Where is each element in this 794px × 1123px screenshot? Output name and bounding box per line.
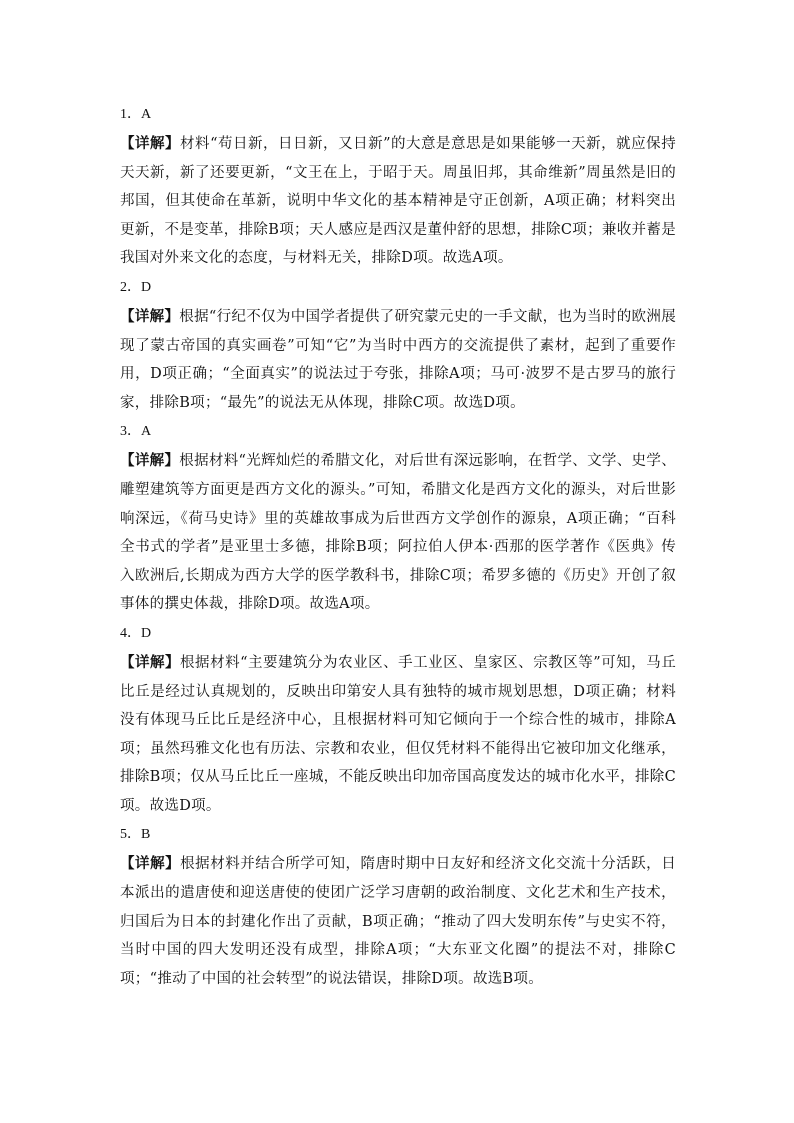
question-item-5	[120, 820, 676, 993]
explanation	[120, 447, 676, 619]
explanation-tag: 【详解】	[120, 855, 181, 873]
answer-key: 3．A	[120, 424, 152, 440]
explanation	[120, 850, 676, 993]
answer-key: 1．A	[120, 107, 152, 122]
explanation-text: 根据材料“主要建筑分为农业区、手工业区、皇家区、宗教区等”可知，马丘比丘是经过认真规划的，反映出印第安人具有独特的城市规划思想，D项正确；材料没有体现马丘比丘是经济中心，且根据材料可知它倾向于一个综合性的城市，排除A项；虽然玛雅文化也有历法、宗教和农业，但仅凭材料不能得出它被印加文化继承，排除B项；仅从马丘比丘一座城，不能反映出印加帝国高度发达的城市化水平，排除C项。故选D项。	[120, 654, 676, 814]
explanation	[120, 649, 676, 821]
answer-key: 4．D	[120, 625, 152, 641]
explanation	[120, 303, 676, 417]
explanation-text: 材料“苟日新，日日新，又日新”的大意是意思是如果能够一天新，就应保持天天新，新了还要更新，“文王在上，于昭于天。周虽旧邦，其命维新”周虽然是旧的邦国，但其使命在革新，说明中华文化的基本精神是守正创新，A项正确；材料突出更新，不是变革，排除B项；天人感应是西汉是董仲舒的思想，排除C项；兼收并蓄是我国对外来文化的态度，与材料无关，排除D项。故选A项。	[120, 136, 676, 267]
answer-key: 5．B	[120, 827, 151, 843]
explanation-text: 根据材料并结合所学可知，隋唐时期中日友好和经济文化交流十分活跃，日本派出的遣唐使和迎送唐使的使团广泛学习唐朝的政治制度、文化艺术和生产技术，归国后为日本的封建化作出了贡献，B项正确；“推动了四大发明东传”与史实不符，当时中国的四大发明还没有成型，排除A项；“大东亚文化圈”的提法不对，排除C项；“推动了中国的社会转型”的说法错误，排除D项。故选B项。	[120, 856, 676, 987]
explanation-text: 根据“行纪不仅为中国学者提供了研究蒙元史的一手文献，也为当时的欧洲展现了蒙古帝国的真实画卷”可知“它”为当时中西方的交流提供了素材，起到了重要作用，D项正确；“全面真实”的说法过于夸张，排除A项；马可·波罗不是古罗马的旅行家，排除B项；“最先”的说法无从体现，排除C项。故选D项。	[120, 308, 676, 411]
explanation-tag: 【详解】	[120, 653, 181, 671]
question-item-1	[120, 100, 676, 273]
explanation	[120, 130, 676, 273]
question-item-3	[120, 417, 676, 619]
answer-key: 2．D	[120, 279, 152, 295]
explanation-tag: 【详解】	[120, 307, 180, 325]
explanation-text: 根据材料“光辉灿烂的希腊文化，对后世有深远影响，在哲学、文学、史学、雕塑建筑等方面更是西方文化的源头。”可知，希腊文化是西方文化的源头，对后世影响深远，《荷马史诗》里的英雄故事成为后世西方文学创作的源泉，A项正确；“百科全书式的学者”是亚里士多德，排除B项；阿拉伯人伊本·西那的医学著作《医典》传入欧洲后,长期成为西方大学的医学教科书，排除C项；希罗多德的《历史》开创了叙事体的撰史体裁，排除D项。故选A项。	[120, 453, 676, 613]
question-item-2	[120, 273, 676, 417]
explanation-tag: 【详解】	[120, 452, 180, 470]
question-item-4	[120, 619, 676, 821]
explanation-tag: 【详解】	[120, 135, 181, 152]
answer-explanations	[120, 100, 676, 993]
